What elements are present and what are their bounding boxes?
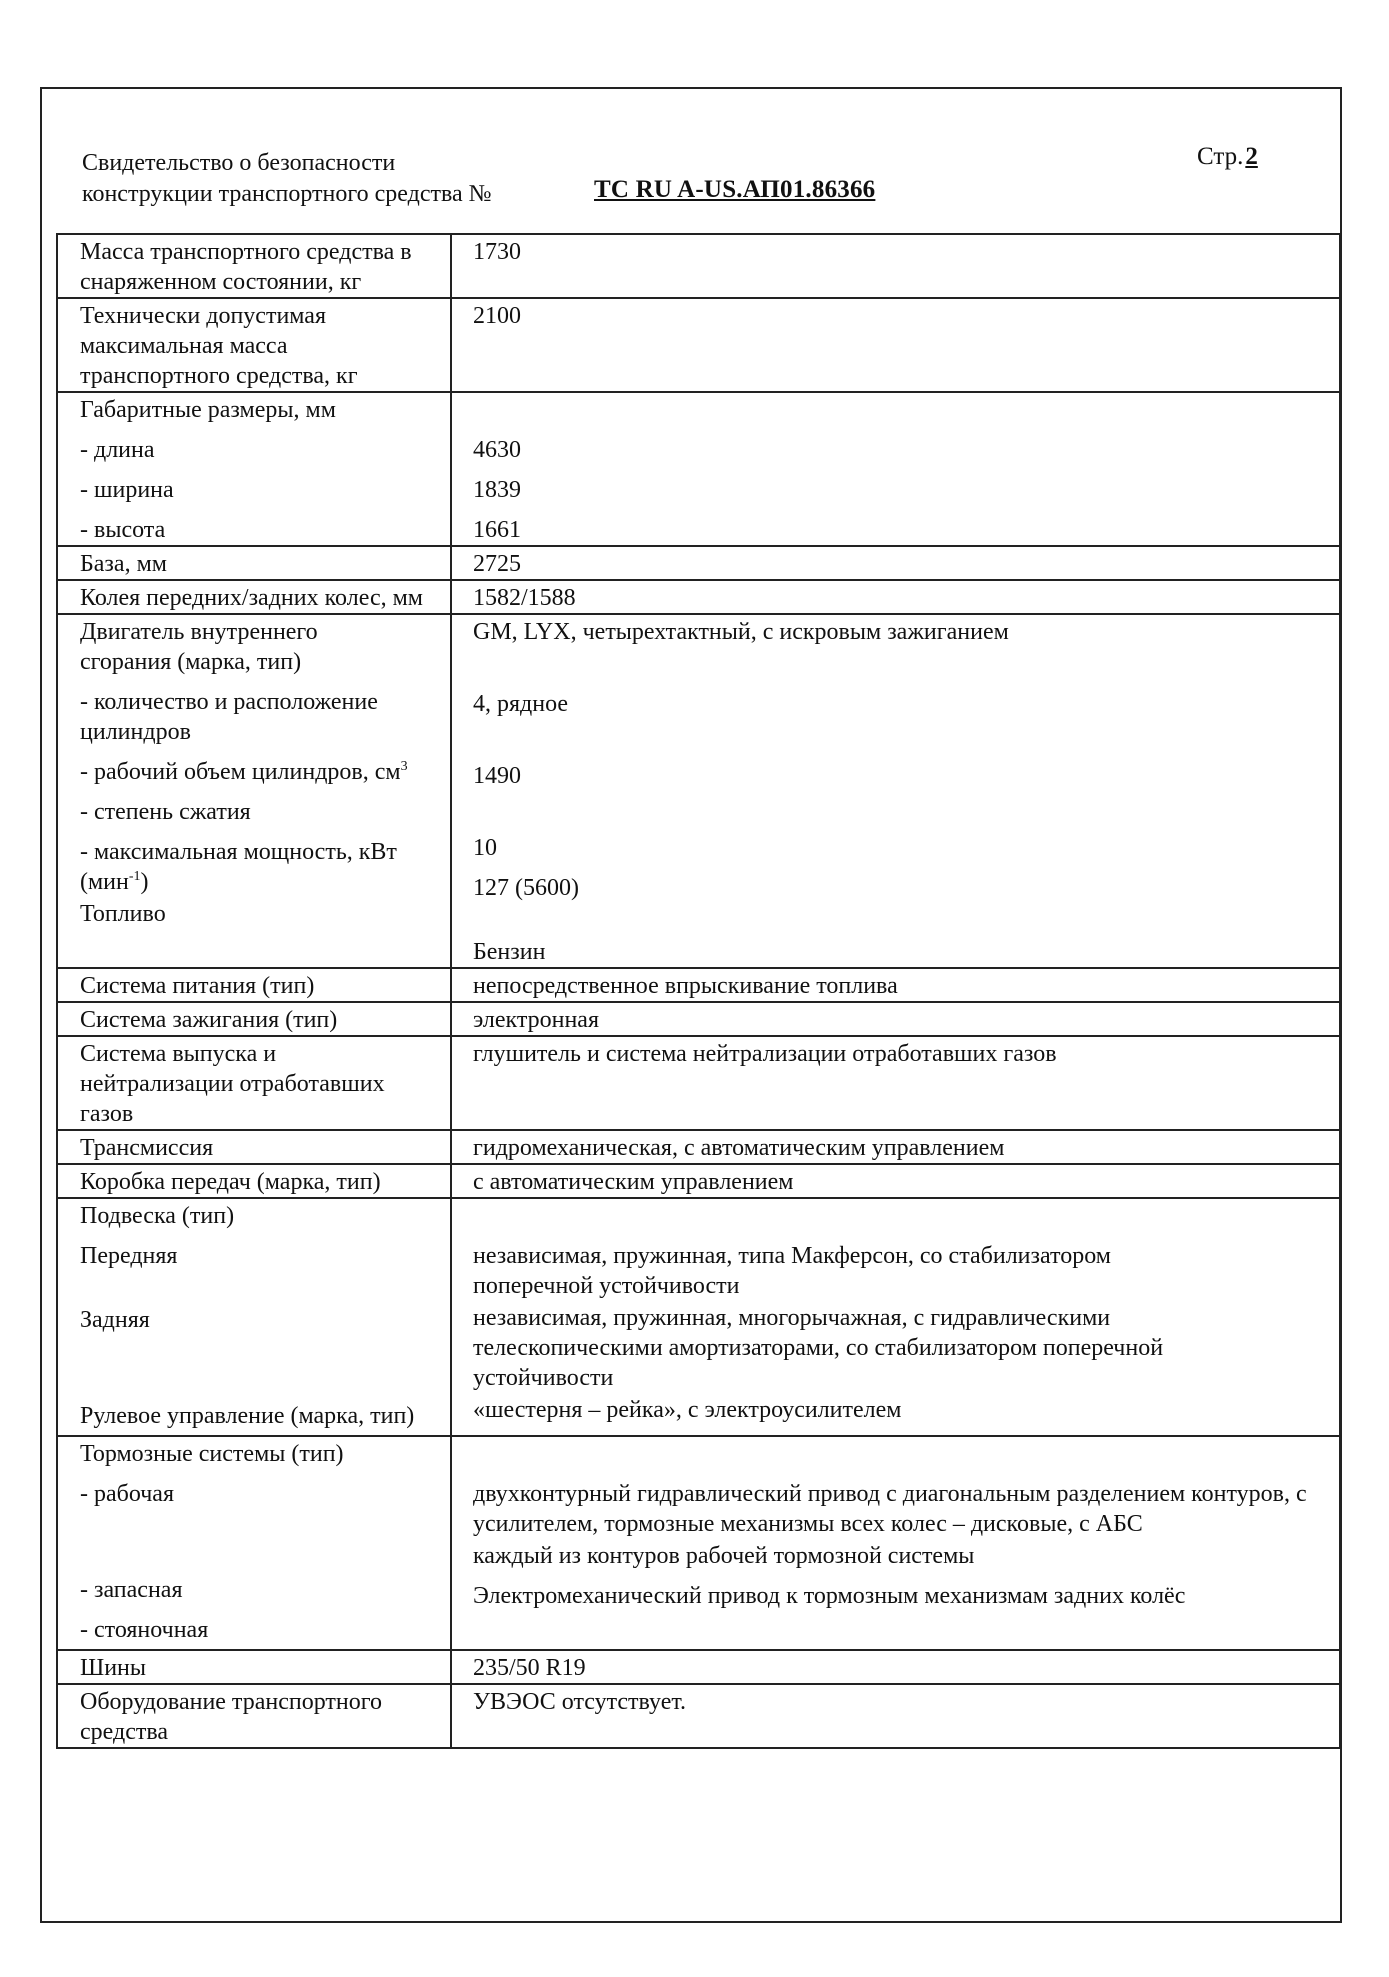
max-mass-label: Технически допустимая максимальная масса транспортного средства, кг	[80, 303, 358, 389]
dimensions-label: Габаритные размеры, мм	[80, 397, 336, 423]
table-row	[57, 392, 1340, 546]
wheelbase-value: 2725	[473, 551, 521, 577]
transmission-label: Трансмиссия	[80, 1135, 214, 1161]
ignition-value: электронная	[473, 1007, 599, 1033]
table-row	[57, 1436, 1340, 1650]
displacement-label	[58, 755, 430, 787]
table-row	[57, 1002, 1340, 1036]
brakes-service-value: двухконтурный гидравлический привод с диагональным разделением контуров, с усилителем, тормозные механизмы всех колес – дисковые, с АБС	[473, 1481, 1307, 1537]
track-value: 1582/1588	[473, 585, 576, 611]
gearbox-value: с автоматическим управлением	[473, 1169, 794, 1195]
fuel-system-label: Система питания (тип)	[80, 973, 315, 999]
ignition-label: Система зажигания (тип)	[80, 1007, 338, 1033]
dimension-height-label: - высота	[80, 517, 166, 543]
brakes-spare-label: - запасная	[80, 1577, 183, 1603]
wheelbase-label: База, мм	[80, 551, 167, 577]
dimension-length-label: - длина	[80, 437, 155, 463]
brakes-parking-label: - стояночная	[80, 1617, 209, 1643]
brakes-service-label: - рабочая	[80, 1481, 174, 1507]
power-label	[58, 835, 450, 897]
table-row	[57, 1036, 1340, 1130]
transmission-value: гидромеханическая, с автоматическим управлением	[473, 1135, 1005, 1161]
equipment-value: УВЭОС отсутствует.	[473, 1689, 687, 1715]
power-unit-sup: -1	[128, 869, 141, 884]
power-label-text: - максимальная мощность, кВт (мин	[80, 839, 397, 895]
steering-label: Рулевое управление (марка, тип)	[80, 1403, 415, 1429]
curb-mass-label: Масса транспортного средства в снаряженном состоянии, кг	[80, 239, 412, 295]
gearbox-label: Коробка передач (марка, тип)	[80, 1169, 381, 1195]
table-row	[57, 234, 1340, 298]
compression-label: - степень сжатия	[80, 799, 251, 825]
suspension-rear-value: независимая, пружинная, многорычажная, с гидравлическими телескопическими амортизаторами, со стабилизатором поперечной устойчивости	[473, 1305, 1164, 1391]
displacement-value: 1490	[473, 763, 521, 789]
table-row	[57, 1198, 1340, 1436]
brakes-label: Тормозные системы (тип)	[80, 1441, 344, 1467]
suspension-label: Подвеска (тип)	[80, 1203, 235, 1229]
table-row	[57, 298, 1340, 392]
compression-value: 10	[473, 835, 497, 861]
table-row	[57, 1650, 1340, 1684]
table-row	[57, 1684, 1340, 1748]
table-row	[57, 580, 1340, 614]
exhaust-label: Система выпуска и нейтрализации отработавших газов	[80, 1041, 385, 1127]
tires-value: 235/50 R19	[473, 1655, 586, 1681]
max-mass-value: 2100	[473, 303, 521, 329]
fuel-value: Бензин	[473, 939, 546, 965]
table-row	[57, 968, 1340, 1002]
fuel-label: Топливо	[80, 901, 166, 927]
dimension-width-value: 1839	[473, 477, 521, 503]
table-row	[57, 1164, 1340, 1198]
table-row	[57, 614, 1340, 968]
engine-value: GM, LYX, четырехтактный, с искровым зажиганием	[473, 619, 1009, 645]
dimension-height-value: 1661	[473, 517, 521, 543]
page-label: Стр.	[1197, 143, 1244, 170]
suspension-front-label: Передняя	[80, 1243, 178, 1269]
power-value: 127 (5600)	[473, 875, 579, 901]
cylinders-value: 4, рядное	[473, 691, 569, 717]
tires-label: Шины	[80, 1655, 147, 1681]
suspension-rear-label: Задняя	[80, 1307, 150, 1333]
cylinders-label: - количество и расположение цилиндров	[80, 689, 378, 745]
brakes-parking-value: Электромеханический привод к тормозным механизмам задних колёс	[473, 1583, 1186, 1609]
dimension-length-value: 4630	[473, 437, 521, 463]
displacement-unit-sup: 3	[400, 759, 408, 774]
certificate-title-line1: Свидетельство о безопасности	[82, 150, 396, 176]
certificate-title-line2: конструкции транспортного средства №	[82, 181, 492, 207]
track-label: Колея передних/задних колес, мм	[80, 585, 423, 611]
fuel-system-value: непосредственное впрыскивание топлива	[473, 973, 898, 999]
page-indicator	[1197, 143, 1258, 171]
dimension-width-label: - ширина	[80, 477, 174, 503]
brakes-spare-value: каждый из контуров рабочей тормозной системы	[473, 1543, 975, 1569]
equipment-label: Оборудование транспортного средства	[80, 1689, 382, 1745]
certificate-title	[82, 148, 492, 210]
power-label-close: )	[140, 869, 149, 895]
spec-table	[56, 233, 1341, 1749]
engine-label: Двигатель внутреннего сгорания (марка, тип)	[80, 619, 318, 675]
suspension-front-value: независимая, пружинная, типа Макферсон, со стабилизатором поперечной устойчивости	[473, 1243, 1111, 1299]
table-row	[57, 546, 1340, 580]
certificate-number: ТС RU A-US.АП01.86366	[594, 176, 876, 203]
page-number: 2	[1245, 143, 1258, 170]
table-row	[57, 1130, 1340, 1164]
exhaust-value: глушитель и система нейтрализации отработавших газов	[473, 1041, 1057, 1067]
displacement-label-text: - рабочий объем цилиндров, см	[80, 759, 401, 785]
curb-mass-value: 1730	[473, 239, 521, 265]
steering-value: «шестерня – рейка», с электроусилителем	[473, 1397, 902, 1423]
